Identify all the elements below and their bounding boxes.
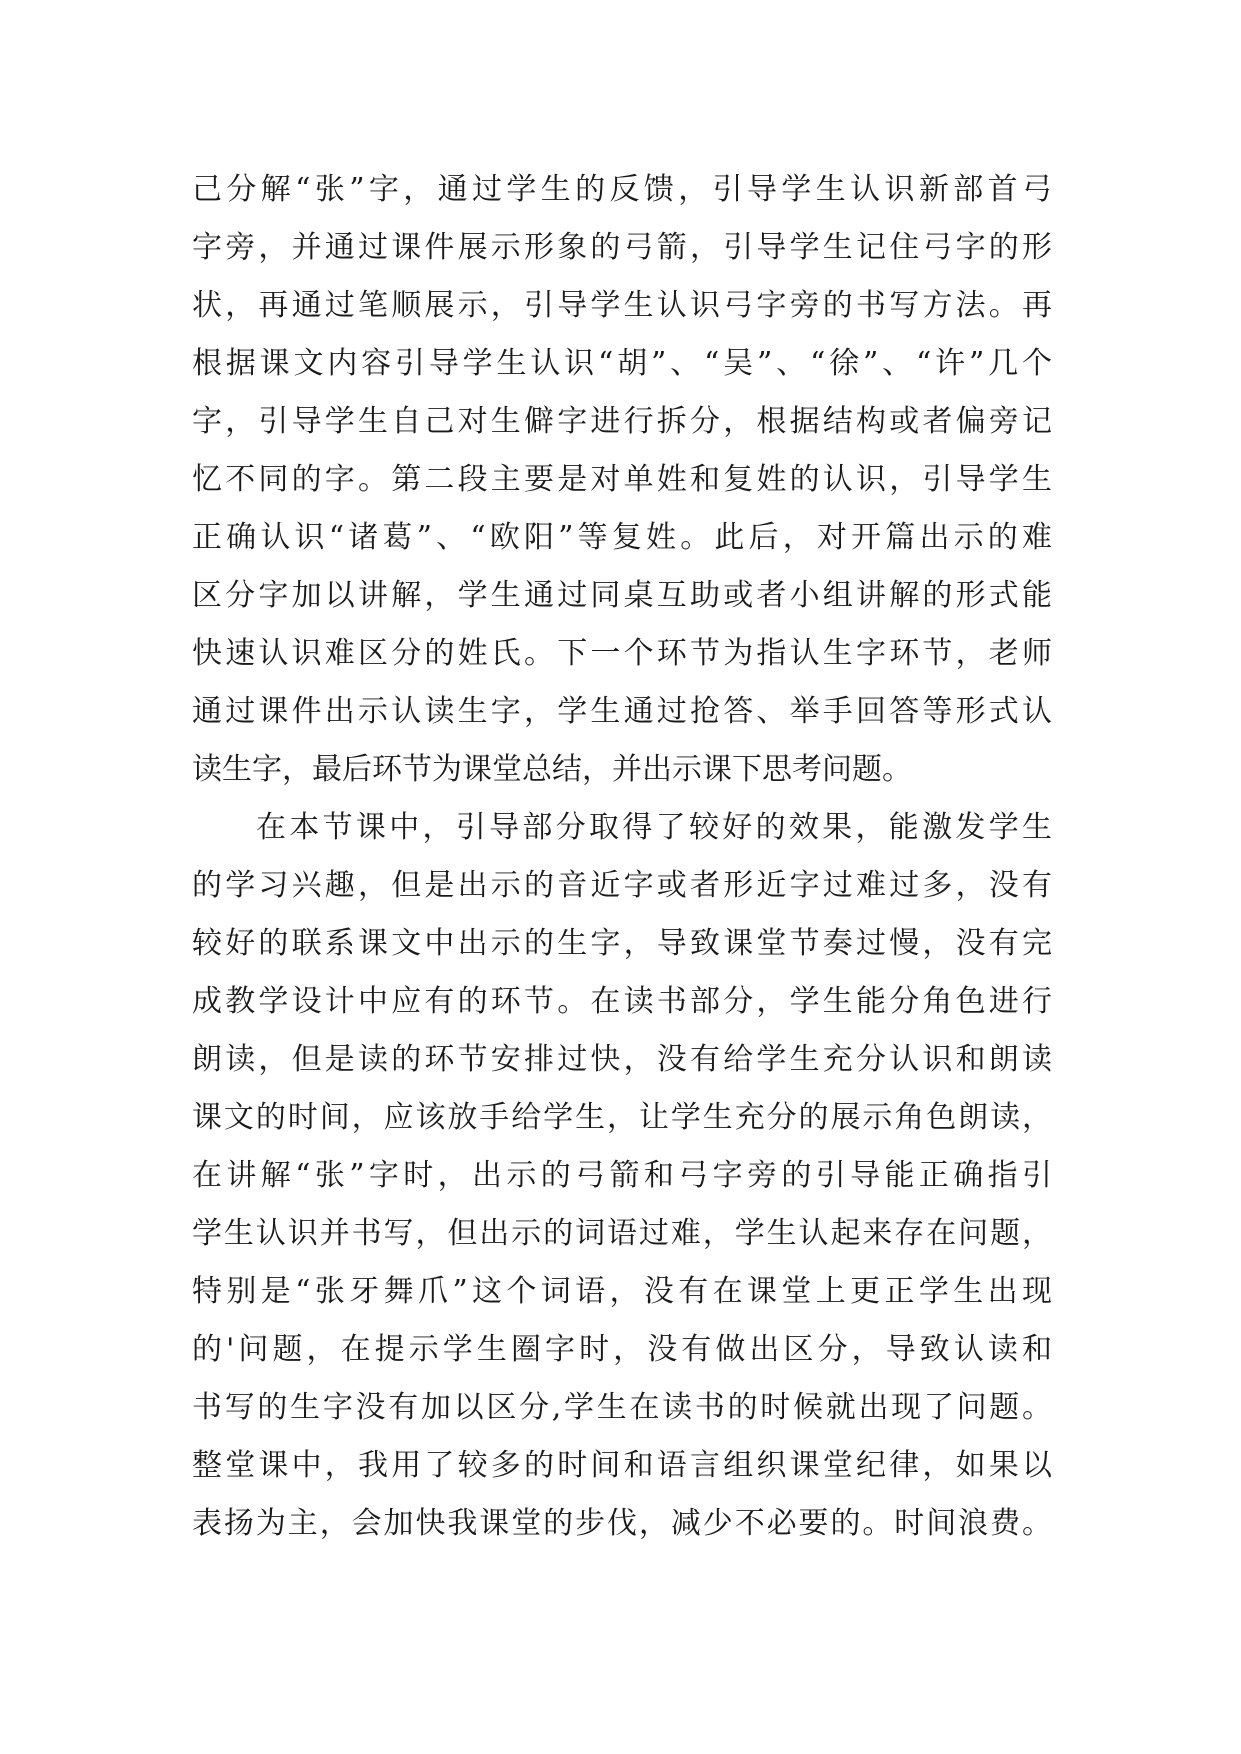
text-line: 整堂课中，我用了较多的时间和语言组织课堂纪律，如果以 bbox=[192, 1448, 1052, 1483]
text-line: 忆不同的字。第二段主要是对单姓和复姓的认识，引导学生 bbox=[192, 462, 1052, 497]
text-line: 学生认识并书写，但出示的词语过难，学生认起来存在问题， bbox=[192, 1216, 1052, 1251]
text-line: 在讲解“张”字时，出示的弓箭和弓字旁的引导能正确指引 bbox=[192, 1158, 1052, 1193]
text-line: 特别是“张牙舞爪”这个词语，没有在课堂上更正学生出现 bbox=[192, 1274, 1052, 1309]
text-line: 状，再通过笔顺展示，引导学生认识弓字旁的书写方法。再 bbox=[192, 288, 1052, 323]
text-line: 朗读，但是读的环节安排过快，没有给学生充分认识和朗读 bbox=[192, 1042, 1052, 1077]
text-line: 的学习兴趣，但是出示的音近字或者形近字过难过多，没有 bbox=[192, 868, 1052, 903]
text-line: 快速认识难区分的姓氏。下一个环节为指认生字环节，老师 bbox=[192, 636, 1052, 671]
text-line: 的'问题，在提示学生圈字时，没有做出区分，导致认读和 bbox=[192, 1332, 1052, 1367]
paragraph-start-line: 在本节课中，引导部分取得了较好的效果，能激发学生 bbox=[256, 810, 1052, 845]
text-line: 己分解“张”字，通过学生的反馈，引导学生认识新部首弓 bbox=[192, 172, 1052, 207]
text-line: 字旁，并通过课件展示形象的弓箭，引导学生记住弓字的形 bbox=[192, 230, 1052, 265]
text-line: 课文的时间，应该放手给学生，让学生充分的展示角色朗读， bbox=[192, 1100, 1052, 1135]
text-line: 区分字加以讲解，学生通过同桌互助或者小组讲解的形式能 bbox=[192, 578, 1052, 613]
text-line: 书写的生字没有加以区分,学生在读书的时候就出现了问题。 bbox=[192, 1390, 1052, 1425]
text-line: 通过课件出示认读生字，学生通过抢答、举手回答等形式认 bbox=[192, 694, 1052, 729]
text-line: 成教学设计中应有的环节。在读书部分，学生能分角色进行 bbox=[192, 984, 1052, 1019]
text-line: 正确认识“诸葛”、“欧阳”等复姓。此后，对开篇出示的难 bbox=[192, 520, 1052, 555]
text-line: 字，引导学生自己对生僻字进行拆分，根据结构或者偏旁记 bbox=[192, 404, 1052, 439]
text-line: 表扬为主，会加快我课堂的步伐，减少不必要的。时间浪费。 bbox=[192, 1506, 1052, 1541]
text-line: 较好的联系课文中出示的生字，导致课堂节奏过慢，没有完 bbox=[192, 926, 1052, 961]
text-line: 根据课文内容引导学生认识“胡”、“吴”、“徐”、“许”几个 bbox=[192, 346, 1052, 381]
body-text bbox=[192, 161, 1052, 1553]
text-line: 读生字，最后环节为课堂总结，并出示课下思考问题。 bbox=[192, 752, 912, 787]
